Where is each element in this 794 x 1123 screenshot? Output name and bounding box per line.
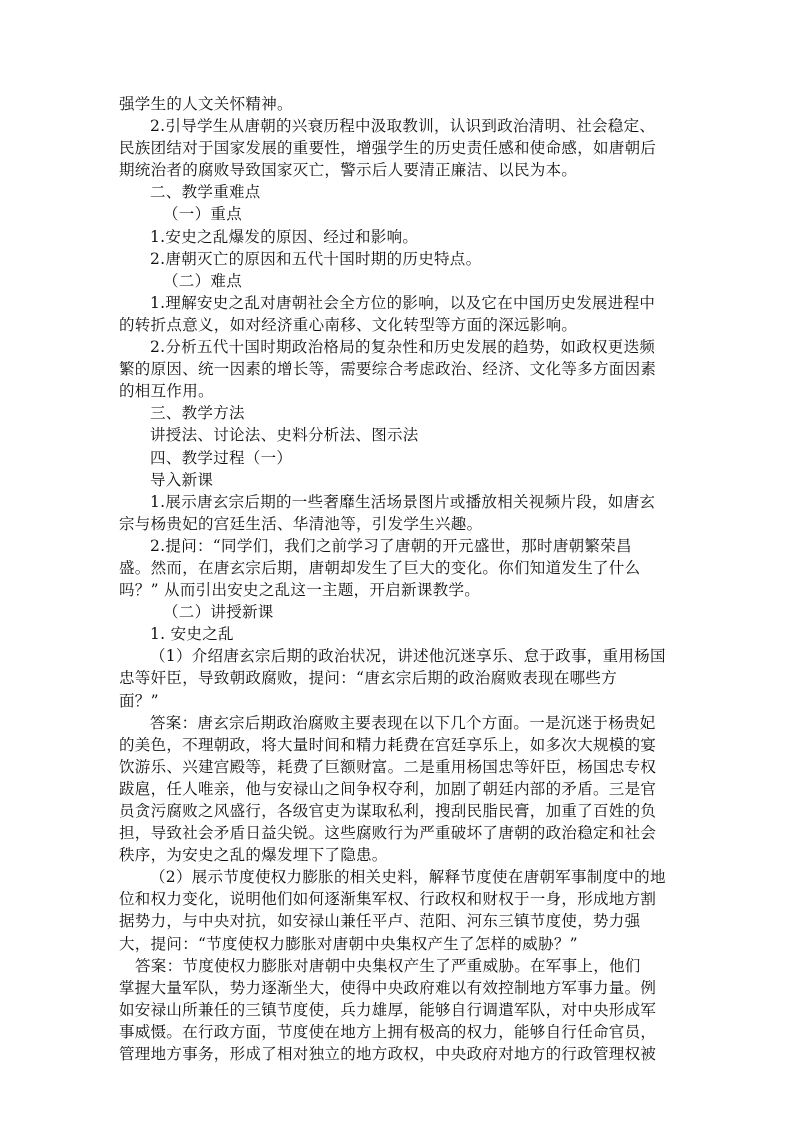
- paragraph-line: 秩序，为安史之乱的爆发埋下了隐患。: [119, 846, 388, 865]
- paragraph-line: 宗与杨贵妃的宫廷生活、华清池等，引发学生兴趣。: [119, 514, 483, 533]
- paragraph-line: 盛。然而，在唐玄宗后期，唐朝却发生了巨大的变化。你们知道发生了什么: [119, 558, 641, 577]
- paragraph-line: 1.理解安史之乱对唐朝社会全方位的影响，以及它在中国历史发展进程中: [150, 293, 656, 312]
- subsection-heading: （二）讲授新课: [163, 603, 274, 622]
- section-heading: 三、教学方法: [150, 404, 245, 423]
- paragraph-line: 2.提问：“同学们，我们之前学习了唐朝的开元盛世，那时唐朝繁荣昌: [150, 536, 632, 555]
- paragraph-line: （2）展示节度使权力膨胀的相关史料，解释节度使在唐朝军事制度中的地: [150, 868, 666, 887]
- paragraph-line: 饮游乐、兴建宫殿等，耗费了巨额财富。二是重用杨国忠等奸臣，杨国忠专权: [119, 757, 657, 776]
- paragraph-line: 繁的原因、统一因素的增长等，需要综合考虑政治、经济、文化等多方面因素: [119, 360, 657, 379]
- paragraph-line: 期统治者的腐败导致国家灭亡，警示后人要清正廉洁、以民为本。: [119, 161, 578, 180]
- section-heading: 二、教学重难点: [150, 183, 261, 202]
- paragraph-line: 答案：节度使权力膨胀对唐朝中央集权产生了严重威胁。在军事上，他们: [135, 956, 641, 975]
- paragraph-line: 1.展示唐玄宗后期的一些奢靡生活场景图片或播放相关视频片段，如唐玄: [150, 492, 656, 511]
- subsection-heading: 1. 安史之乱: [150, 625, 234, 644]
- paragraph-line: 2.唐朝灭亡的原因和五代十国时期的历史特点。: [150, 249, 482, 268]
- paragraph-line: 事威慑。在行政方面，节度使在地方上拥有极高的权力，能够自行任命官员，: [119, 1022, 657, 1041]
- paragraph-line: 强学生的人文关怀精神。: [119, 95, 293, 113]
- paragraph-line: 担，导致社会矛盾日益尖锐。这些腐败行为严重破坏了唐朝的政治稳定和社会: [119, 824, 657, 843]
- paragraph-line: 掌握大量军队，势力逐渐坐大，使得中央政府难以有效控制地方军事力量。例: [119, 978, 657, 997]
- paragraph-line: 的转折点意义，如对经济重心南移、文化转型等方面的深远影响。: [119, 315, 578, 334]
- paragraph-line: 位和权力变化，说明他们如何逐渐集军权、行政权和财权于一身，形成地方割: [119, 890, 657, 909]
- paragraph-line: 民族团结对于国家发展的重要性，增强学生的历史责任感和使命感，如唐朝后: [119, 139, 657, 158]
- paragraph-line: 面？”: [119, 691, 159, 710]
- paragraph-line: 据势力，与中央对抗，如安禄山兼任平卢、范阳、河东三镇节度使，势力强: [119, 912, 641, 931]
- subsection-heading: 导入新课: [150, 470, 214, 489]
- paragraph-line: 忠等奸臣，导致朝政腐败，提问：“唐玄宗后期的政治腐败表现在哪些方: [119, 669, 618, 688]
- paragraph-line: 1.安史之乱爆发的原因、经过和影响。: [150, 227, 419, 246]
- paragraph-line: 如安禄山所兼任的三镇节度使，兵力雄厚，能够自行调遣军队，对中央形成军: [119, 1000, 657, 1019]
- paragraph-line: （1）介绍唐玄宗后期的政治状况，讲述他沉迷享乐、怠于政事，重用杨国: [150, 647, 666, 666]
- paragraph-line: 员贪污腐败之风盛行，各级官吏为谋取私利，搜刮民脂民膏，加重了百姓的负: [119, 802, 657, 820]
- subsection-heading: （一）重点: [163, 205, 243, 224]
- paragraph-line: 吗？” 从而引出安史之乱这一主题，开启新课教学。: [119, 581, 481, 600]
- paragraph-line: 的相互作用。: [119, 382, 214, 401]
- paragraph-line: 大，提问：“节度使权力膨胀对唐朝中央集权产生了怎样的威胁？”: [119, 934, 578, 953]
- paragraph-line: 讲授法、讨论法、史料分析法、图示法: [150, 426, 419, 445]
- paragraph-line: 管理地方事务，形成了相对独立的地方政权，中央政府对地方的行政管理权被: [119, 1045, 657, 1064]
- paragraph-line: 2.引导学生从唐朝的兴衰历程中汲取教训，认识到政治清明、社会稳定、: [150, 117, 656, 136]
- paragraph-line: 跋扈，任人唯亲，他与安禄山之间争权夺利，加剧了朝廷内部的矛盾。三是官: [119, 779, 657, 798]
- paragraph-line: 的美色，不理朝政，将大量时间和精力耗费在宫廷享乐上，如多次大规模的宴: [119, 735, 657, 754]
- document-body: [119, 93, 671, 1065]
- paragraph-line: 2.分析五代十国时期政治格局的复杂性和历史发展的趋势，如政权更迭频: [150, 338, 656, 357]
- subsection-heading: （二）难点: [163, 271, 243, 290]
- section-heading: 四、教学过程（一）: [150, 448, 293, 467]
- paragraph-line: 答案：唐玄宗后期政治腐败主要表现在以下几个方面。一是沉迷于杨贵妃: [150, 713, 656, 732]
